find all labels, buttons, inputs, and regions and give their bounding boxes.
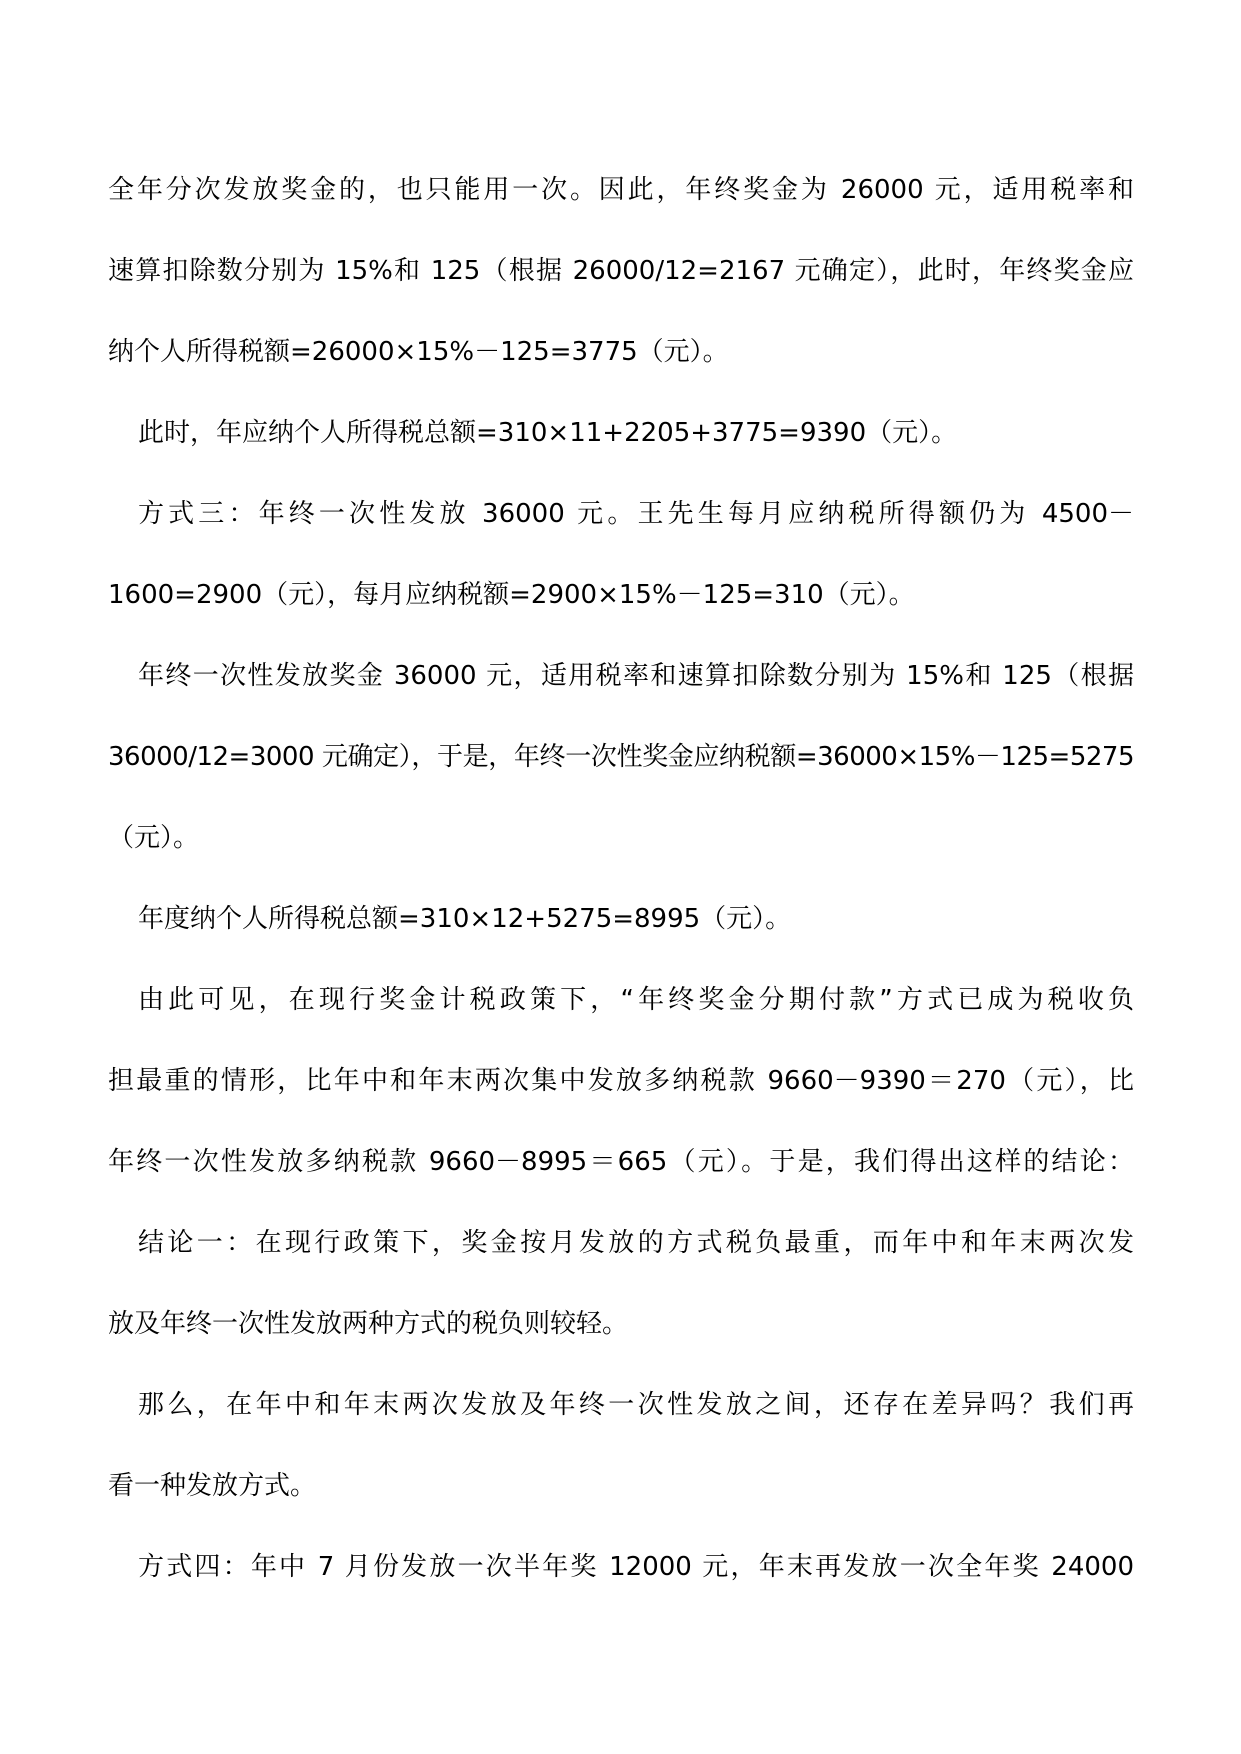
text-line: （元）。	[108, 823, 200, 853]
text-line: 1600=2900（元），每月应纳税额=2900×15%－125=310（元）。	[108, 580, 915, 610]
text-line: 担最重的情形，比年中和年末两次集中发放多纳税款 9660－9390＝270（元），比	[108, 1066, 1134, 1096]
text-line: 那么，在年中和年末两次发放及年终一次性发放之间，还存在差异吗？我们再	[138, 1390, 1134, 1420]
text-line: 看一种发放方式。	[108, 1471, 317, 1501]
text-line: 年终一次性发放多纳税款 9660－8995＝665（元）。于是，我们得出这样的结论：	[108, 1147, 1134, 1177]
text-line: 36000/12=3000 元确定），于是，年终一次性奖金应纳税额=36000×15%－125=5275	[108, 742, 1134, 772]
text-line: 全年分次发放奖金的，也只能用一次。因此，年终奖金为 26000 元，适用税率和	[108, 175, 1134, 205]
text-line: 放及年终一次性发放两种方式的税负则较轻。	[108, 1309, 629, 1339]
text-line: 速算扣除数分别为 15%和 125（根据 26000/12=2167 元确定），此时，年终奖金应	[108, 256, 1134, 286]
text-line: 结论一：在现行政策下，奖金按月发放的方式税负最重，而年中和年末两次发	[138, 1228, 1134, 1258]
text-line: 由此可见，在现行奖金计税政策下，“年终奖金分期付款”方式已成为税收负	[138, 985, 1134, 1015]
document-body	[108, 150, 1134, 1608]
text-line: 方式三：年终一次性发放 36000 元。王先生每月应纳税所得额仍为 4500－	[138, 499, 1134, 529]
text-line: 年终一次性发放奖金 36000 元，适用税率和速算扣除数分别为 15%和 125（根据	[138, 661, 1134, 691]
text-line: 年度纳个人所得税总额=310×12+5275=8995（元）。	[138, 904, 792, 934]
text-line: 方式四：年中 7 月份发放一次半年奖 12000 元，年末再发放一次全年奖 24000	[138, 1552, 1134, 1582]
text-line: 此时，年应纳个人所得税总额=310×11+2205+3775=9390（元）。	[138, 418, 958, 448]
text-line: 纳个人所得税额=26000×15%－125=3775（元）。	[108, 337, 729, 367]
